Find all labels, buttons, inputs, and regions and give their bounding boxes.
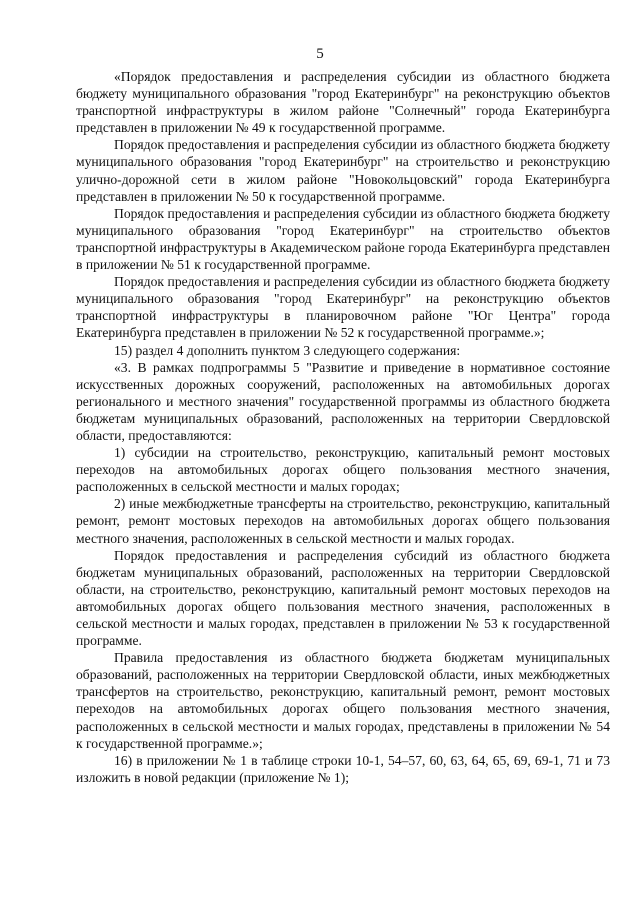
paragraph-appendix-52: Порядок предоставления и распределения субсидии из областного бюджета бюджету муниципального образования "город Екатеринбург" на реконструкцию объектов транспортной инфраструктуры в планировочном районе "Юг Центра" города Екатеринбурга представлен в приложении № 52 к государственной программе.»; bbox=[76, 274, 610, 341]
paragraph-appendix-51: Порядок предоставления и распределения субсидии из областного бюджета бюджету муниципального образования "город Екатеринбург" на строительство объектов транспортной инфраструктуры в Академическом районе города Екатеринбурга представлен в приложении № 51 к государственной программе. bbox=[76, 205, 610, 273]
paragraph-appendix-50: Порядок предоставления и распределения субсидии из областного бюджета бюджету муниципального образования "город Екатеринбург" на строительство и реконструкцию улично-дорожной сети в жилом районе "Новокольцовский" города Екатеринбурга представлен в приложении № 50 к государственной программе. bbox=[76, 137, 610, 204]
paragraph-item-16: 16) в приложении № 1 в таблице строки 10-1, 54–57, 60, 63, 64, 65, 69, 69-1, 71 и 73 изложить в новой редакции (приложение № 1); bbox=[76, 752, 610, 785]
page-number: 5 bbox=[316, 46, 324, 62]
paragraph-item-15: 15) раздел 4 дополнить пунктом 3 следующего содержания: bbox=[114, 342, 461, 358]
paragraph-transfers: 2) иные межбюджетные трансферты на строительство, реконструкцию, капитальный ремонт, ремонт мостовых переходов на автомобильных дорогах общего пользования местного значения, расположенных в сельской местности и малых городах. bbox=[76, 496, 610, 546]
document-body bbox=[76, 68, 610, 786]
paragraph-appendix-49: «Порядок предоставления и распределения субсидии из областного бюджета бюджету муниципального образования "город Екатеринбург" на реконструкцию объектов транспортной инфраструктуры в жилом районе "Солнечный" города Екатеринбурга представлен в приложении № 49 к государственной программе. bbox=[76, 69, 610, 136]
paragraph-appendix-54: Правила предоставления из областного бюджета бюджетам муниципальных образований, расположенных на территории Свердловской области, иных межбюджетных трансфертов на строительство, реконструкцию, капитальный ремонт, ремонт мостовых переходов на автомобильных дорогах общего пользования местного значения, расположенных в сельской местности и малых городах, представлены в приложении № 54 к государственной программе.»; bbox=[76, 650, 610, 751]
paragraph-appendix-53: Порядок предоставления и распределения субсидий из областного бюджета бюджетам муниципальных образований, расположенных на территории Свердловской области, на строительство, реконструкцию, капитальный ремонт мостовых переходов на автомобильных дорогах общего пользования местного значения, расположенных в сельской местности и малых городах, представлен в приложении № 53 к государственной программе. bbox=[76, 547, 610, 649]
paragraph-section-4-point-3: «3. В рамках подпрограммы 5 "Развитие и приведение в нормативное состояние искусственных дорожных сооружений, расположенных на автомобильных дорогах регионального и местного значения" государственной программы из областного бюджета бюджетам муниципальных образований, расположенных на территории Свердловской области, предоставляются: bbox=[76, 359, 610, 443]
paragraph-subsidies: 1) субсидии на строительство, реконструкцию, капитальный ремонт мостовых переходов на автомобильных дорогах общего пользования местного значения, расположенных в сельской местности и малых городах; bbox=[76, 445, 610, 495]
